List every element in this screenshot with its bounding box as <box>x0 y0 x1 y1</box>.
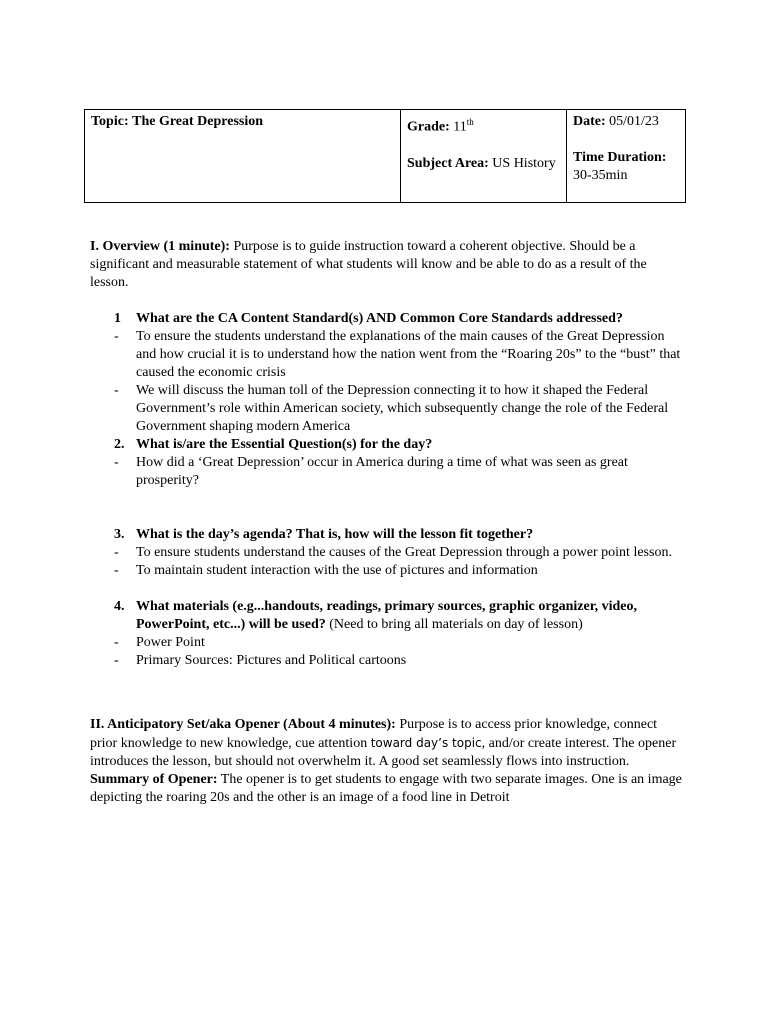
question-2 <box>90 436 686 490</box>
list-item: - We will discuss the human toll of the Depression connecting it to how it shaped the Federal Government’s role within American society, which subsequently change the role of the Federal Government shaping modern America <box>114 382 686 436</box>
grade-label: Grade: <box>407 119 450 135</box>
question-number: 2. <box>114 437 125 452</box>
question-note: (Need to bring all materials on day of lesson) <box>325 617 583 632</box>
date-label: Date: <box>573 114 606 129</box>
question-number: 4. <box>114 599 125 614</box>
list-item: - To maintain student interaction with the use of pictures and information <box>114 562 686 580</box>
list-item: - How did a ‘Great Depression’ occur in America during a time of what was seen as great prosperity? <box>114 454 686 490</box>
grade-suffix: th <box>466 117 474 127</box>
date-line <box>573 113 679 131</box>
bullet-text: To maintain student interaction with the use of pictures and information <box>136 563 538 578</box>
overview-paragraph <box>90 238 686 292</box>
topic-cell <box>85 110 401 203</box>
summary-label: Summary of Opener: <box>90 772 218 787</box>
bullet-text: How did a ‘Great Depression’ occur in America during a time of what was seen as great prosperity? <box>136 455 628 488</box>
question-title: What are the CA Content Standard(s) AND Common Core Standards addressed? <box>136 311 623 326</box>
question-number: 3. <box>114 527 125 542</box>
bullet-text: To ensure the students understand the explanations of the main causes of the Great Depression and how crucial it is to understand how the nation went from the “Roaring 20s” to the “bust” that caused the economic crisis <box>136 329 681 380</box>
date-duration-cell <box>567 110 686 203</box>
lesson-header-table <box>84 109 686 203</box>
question-title: What is/are the Essential Question(s) for the day? <box>136 437 433 452</box>
opener-heading: II. Anticipatory Set/aka Opener (About 4 minutes): <box>90 717 396 732</box>
question-title: What is the day’s agenda? That is, how will the lesson fit together? <box>136 527 534 542</box>
duration-label: Time Duration: <box>573 150 667 165</box>
grade-value: 11 <box>453 119 467 135</box>
bullet-text: We will discuss the human toll of the Depression connecting it to how it shaped the Federal Government’s role within American society, which subsequently change the role of the Federal Government shaping modern America <box>136 383 669 434</box>
question-number: 1 <box>114 311 121 326</box>
question-1 <box>90 310 686 436</box>
topic-value: The Great Depression <box>132 114 264 129</box>
subject-label: Subject Area: <box>407 155 489 171</box>
opener-text-topic: toward day’s topic <box>370 736 482 750</box>
list-item: - Power Point <box>114 634 686 652</box>
question-title: What materials (e.g...handouts, readings, primary sources, graphic organizer, video, PowerPoint, etc...) will be used? <box>136 599 638 632</box>
opener-summary <box>90 771 686 807</box>
list-item: - To ensure the students understand the explanations of the main causes of the Great Depression and how crucial it is to understand how the nation went from the “Roaring 20s” to the “bust” that caused the economic crisis <box>114 328 686 382</box>
overview-heading: I. Overview (1 minute): <box>90 239 230 254</box>
lesson-content <box>90 238 686 807</box>
list-item: - Primary Sources: Pictures and Political cartoons <box>114 652 686 670</box>
question-4 <box>90 598 686 670</box>
bullet-text: To ensure students understand the causes of the Great Depression through a power point lesson. <box>136 545 672 560</box>
opener-text-1: Purpose is to access prior knowledge, connect prior knowledge to new knowledge, cue attention <box>90 717 658 751</box>
topic-label: Topic: <box>91 114 129 129</box>
list-item: - To ensure students understand the causes of the Great Depression through a power point lesson. <box>114 544 686 562</box>
bullet-text: Primary Sources: Pictures and Political cartoons <box>136 653 407 668</box>
subject-line <box>407 155 560 173</box>
summary-text: The opener is to get students to engage with two separate images. One is an image depicting the roaring 20s and the other is an image of a food line in Detroit <box>90 772 682 805</box>
date-value: 05/01/23 <box>609 114 659 129</box>
subject-value: US History <box>492 155 556 171</box>
duration-value: 30-35min <box>573 168 628 183</box>
question-3 <box>90 526 686 580</box>
grade-line <box>407 113 560 137</box>
grade-subject-cell <box>401 110 567 203</box>
opener-text-2: , and/or create interest. The opener introduces the lesson, but should not overwhelm it. A good set seamlessly flows into instruction. <box>90 736 677 769</box>
opener-paragraph <box>90 716 686 771</box>
bullet-text: Power Point <box>136 635 205 650</box>
overview-text: Purpose is to guide instruction toward a coherent objective. Should be a significant and measurable statement of what students will know and be able to do as a result of the lesson. <box>90 239 647 290</box>
